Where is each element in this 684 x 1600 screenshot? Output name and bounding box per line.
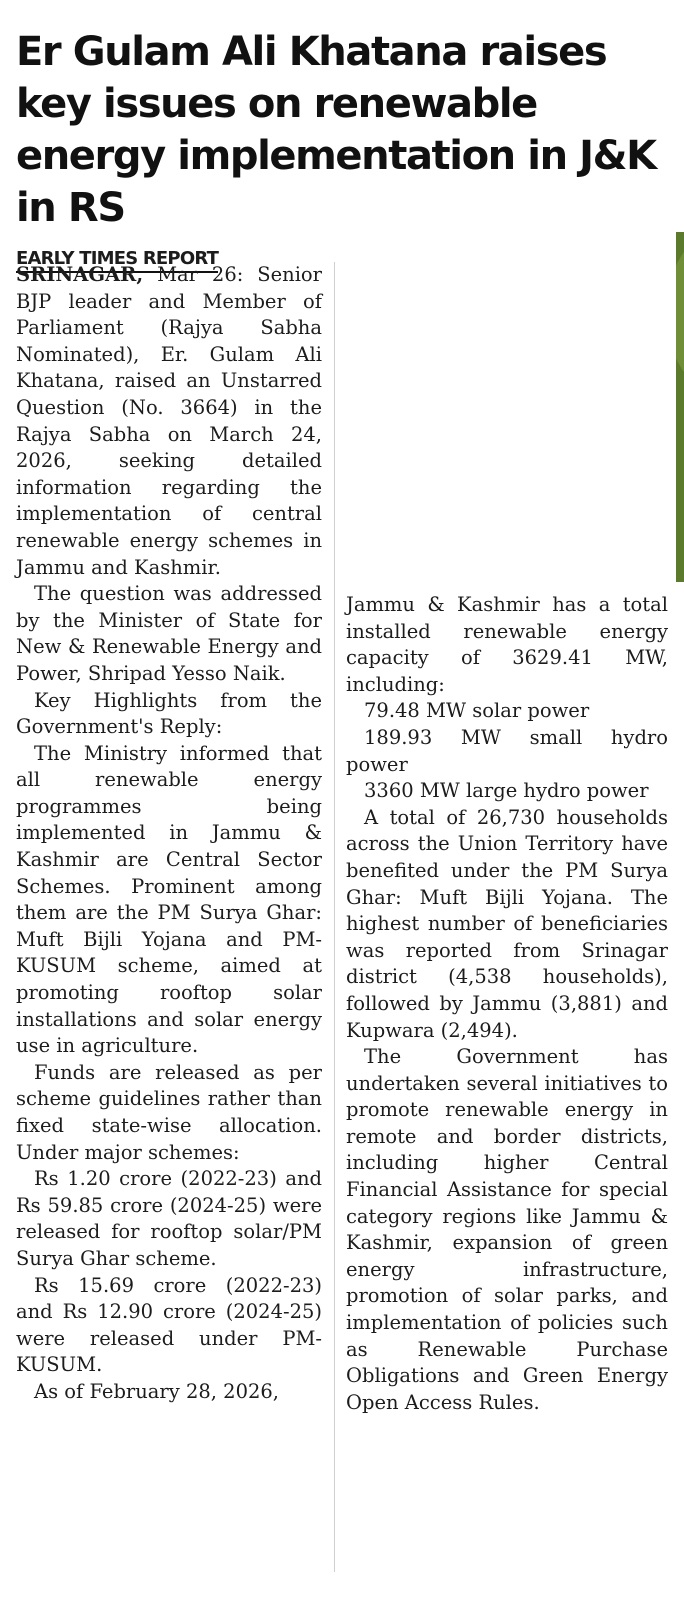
dateline: SRINAGAR, [16,263,144,286]
portrait-photo [676,232,684,582]
paragraph-3: Key Highlights from the Government's Reply: [16,688,322,739]
left-column [16,262,322,1406]
paragraph-8: As of February 28, 2026, [34,1379,280,1403]
paragraph-1: SRINAGAR, Mar 26: Senior BJP leader and Member of Parliament (Rajya Sabha Nominated), Er. Gulam Ali Khatana, raised an Unstarred Question (No. 3664) in the Rajya Sabha on March 24, 2026, seeking detailed information regarding the implementation of central renewable energy schemes in Jammu and Kashmir. [16,263,322,579]
paragraph-9: Jammu & Kashmir has a total installed renewable energy capacity of 3629.41 MW, including: [346,593,668,696]
portrait-illustration [676,232,684,582]
article-body [16,262,670,1592]
paragraph-12: 3360 MW large hydro power [364,779,649,803]
right-column-text [346,592,668,1416]
byline: EARLY TIMES REPORT [16,248,218,273]
paragraph-2: The question was addressed by the Minister of State for New & Renewable Energy and Power, Shripad Yesso Naik. [16,582,322,685]
paragraph-14: The Government has undertaken several initiatives to promote renewable energy in remote and border districts, including higher Central Financial Assistance for special category regions like Jammu & Kashmir, expansion of green energy infrastructure, promotion of solar parks, and implementation of policies such as Renewable Purchase Obligations and Green Energy Open Access Rules. [346,1045,668,1414]
paragraph-7: Rs 15.69 crore (2022-23) and Rs 12.90 crore (2024-25) were released under PM-KUSUM. [16,1273,322,1377]
column-divider [334,262,335,1572]
paragraph-6: Rs 1.20 crore (2022-23) and Rs 59.85 crore (2024-25) were released for rooftop solar/PM Surya Ghar scheme. [16,1167,322,1270]
paragraph-4: The Ministry informed that all renewable energy programmes being implemented in Jammu & Kashmir are Central Sector Schemes. Prominent among them are the PM Surya Ghar: Muft Bijli Yojana and PM-KUSUM scheme, aimed at promoting rooftop solar installations and solar energy use in agriculture. [16,741,322,1058]
paragraph-10: 79.48 MW solar power [364,699,590,723]
headline: Er Gulam Ali Khatana raises key issues on renewable energy implementation in J&K in RS [16,29,656,231]
paragraph-11: 189.93 MW small hydro power [346,725,668,776]
paragraph-5: Funds are released as per scheme guidelines rather than fixed state-wise allocation. Under major schemes: [16,1060,322,1164]
paragraph-13: A total of 26,730 households across the Union Territory have benefited under the PM Surya Ghar: Muft Bijli Yojana. The highest number of beneficiaries was reported from Srinagar district (4,538 households), followed by Jammu (3,881) and Kupwara (2,494). [346,805,668,1042]
